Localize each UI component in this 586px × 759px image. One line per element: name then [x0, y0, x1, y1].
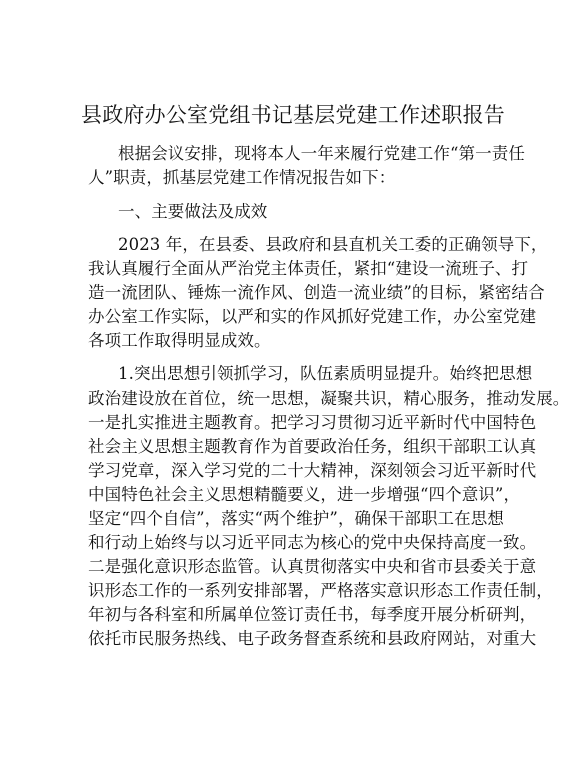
paragraph-line: 造一流团队、锤炼一流作风、创造一流业绩”的目标，紧密结合 — [88, 283, 545, 302]
paragraph-line: 和行动上始终与以习近平同志为核心的党中央保持高度一致。 — [88, 533, 537, 552]
paragraph-line: 1.突出思想引领抓学习，队伍素质明显提升。始终把思想 — [118, 364, 533, 383]
paragraph-line: 政治建设放在首位，统一思想，凝聚共识，精心服务，推动发展。 — [88, 389, 570, 408]
document-title: 县政府办公室党组书记基层党建工作述职报告 — [81, 103, 505, 127]
paragraph-line: 年初与各科室和所属单位签订责任书，每季度开展分析研判， — [88, 605, 537, 624]
paragraph-line: 2023 年，在县委、县政府和县直机关工委的正确领导下， — [118, 235, 548, 254]
paragraph-line: 依托市民服务热线、电子政务督查系统和县政府网站，对重大 — [88, 629, 537, 648]
paragraph-line: 各项工作取得明显成效。 — [88, 331, 271, 350]
paragraph-line: 坚定“四个自信”，落实“两个维护”，确保干部职工在思想 — [88, 509, 504, 528]
paragraph-line: 中国特色社会主义思想精髓要义，进一步增强“四个意识”， — [88, 485, 521, 504]
paragraph-line: 根据会议安排，现将本人一年来履行党建工作“第一责任 — [118, 144, 525, 163]
paragraph-line: 我认真履行全面从严治党主体责任，紧扣“建设一流班子、打 — [88, 259, 529, 278]
paragraph-line: 社会主义思想主题教育作为首要政治任务，组织干部职工认真 — [88, 437, 537, 456]
paragraph-line: 人”职责，抓基层党建工作情况报告如下： — [88, 168, 396, 187]
section-heading: 一、主要做法及成效 — [118, 202, 268, 221]
paragraph-line: 二是强化意识形态监管。认真贯彻落实中央和省市县委关于意 — [88, 557, 537, 576]
paragraph-line: 学习党章，深入学习党的二十大精神，深刻领会习近平新时代 — [88, 461, 537, 480]
paragraph-line: 一是扎实推进主题教育。把学习习贯彻习近平新时代中国特色 — [88, 413, 537, 432]
paragraph-line: 办公室工作实际，以严和实的作风抓好党建工作，办公室党建 — [88, 307, 537, 326]
paragraph-line: 识形态工作的一系列安排部署，严格落实意识形态工作责任制， — [88, 581, 553, 600]
